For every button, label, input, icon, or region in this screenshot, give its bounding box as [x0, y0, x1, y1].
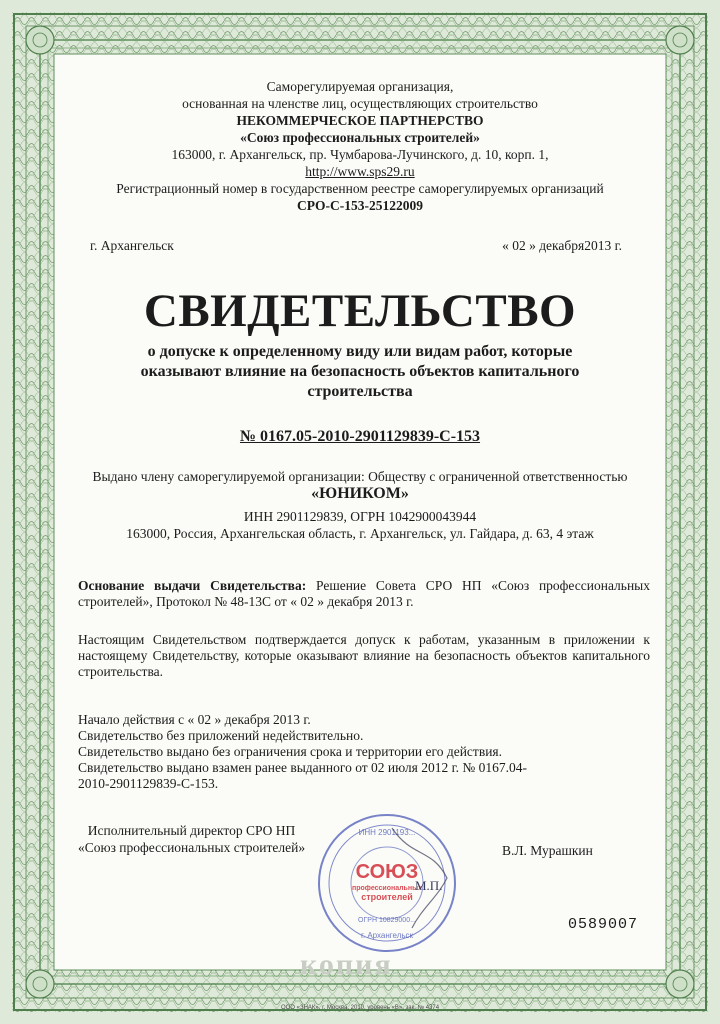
signatory-name: В.Л. Мурашкин [502, 843, 593, 858]
header-line-1: Саморегулируемая организация, [266, 79, 454, 94]
signatory-position [78, 822, 305, 856]
issue-date: « 02 » декабря2013 г. [502, 238, 622, 253]
terms-start: Начало действия с « 02 » декабря 2013 г. [78, 712, 311, 727]
header-website-link[interactable]: http://www.sps29.ru [305, 164, 415, 179]
copy-watermark: копия [300, 948, 393, 981]
basis-label: Основание выдачи Свидетельства: [78, 578, 307, 593]
company-name: «ЮНИКОМ» [311, 485, 409, 502]
stamp-logo-text: СОЮЗ [355, 861, 419, 883]
document-subtitle [80, 342, 640, 402]
confirmation-paragraph: Настоящим Свидетельством подтверждается допуск к работам, указанным в приложении к настоящему Свидетельству, которые оказывают влияние на безопасность объектов капитального строительства. [78, 632, 650, 679]
header-block [60, 78, 660, 214]
serial-number: 0589007 [568, 916, 639, 933]
header-line-2: основанная на членстве лиц, осуществляющих строительство [182, 96, 538, 111]
basis-paragraph [78, 578, 650, 610]
issue-place: г. Архангельск [90, 238, 174, 253]
subtitle-line-1: о допуске к определенному виду или видам работ, которые [147, 343, 573, 360]
terms-replacement: Свидетельство выдано взамен ранее выданного от 02 июля 2012 г. № 0167.04-2010-2901129839-С-153. [78, 760, 527, 791]
stamp-city: г. Архангельск [360, 931, 414, 940]
position-line-2: «Союз профессиональных строителей» [78, 840, 306, 855]
stamp-sub-2: строителей [361, 892, 413, 902]
header-registry-text: Регистрационный номер в государственном реестре саморегулируемых организаций [116, 181, 604, 196]
stamp-place-label: М.П. [415, 878, 443, 893]
position-line-1: Исполнительный директор СРО НП [87, 823, 296, 838]
terms-validity: Свидетельство без приложений недействительно. [78, 728, 364, 743]
basis-text: Решение Совета СРО НП «Союз профессиональных строителей», Протокол № 48-13С от « 02 » декабря 2013 г. [78, 578, 650, 609]
issued-block [60, 468, 660, 542]
stamp-sub-1: профессиональных [352, 885, 422, 892]
header-org-type: НЕКОММЕРЧЕСКОЕ ПАРТНЕРСТВО [236, 113, 484, 128]
company-inn-ogrn: ИНН 2901129839, ОГРН 1042900043944 [243, 509, 477, 524]
document-title: СВИДЕТЕЛЬСТВО [143, 285, 577, 337]
terms-scope: Свидетельство выдано без ограничения срока и территории его действия. [78, 744, 503, 759]
header-address: 163000, г. Архангельск, пр. Чумбарова-Лучинского, д. 10, корп. 1, [171, 147, 549, 162]
issued-line: Выдано члену саморегулируемой организации: Обществу с ограниченной ответственностью [92, 469, 628, 484]
terms-block [78, 712, 650, 792]
printer-footer: ООО «ЗНАК», г. Москва, 2010, уровень «В», зак. № 4374 [280, 1005, 440, 1011]
subtitle-line-2: оказывают влияние на безопасность объектов капитального [140, 363, 580, 380]
stamp-ogrn: ОГРН 10829000... [358, 917, 416, 924]
header-org-name: «Союз профессиональных строителей» [240, 130, 480, 145]
stamp-inn: ИНН 2901193... [358, 828, 416, 837]
certificate-number: № 0167.05-2010-2901129839-С-153 [239, 428, 481, 445]
company-address: 163000, Россия, Архангельская область, г. Архангельск, ул. Гайдара, д. 63, 4 этаж [126, 526, 594, 541]
header-registry-number: СРО-С-153-25122009 [297, 198, 423, 213]
subtitle-line-3: строительства [307, 383, 413, 400]
